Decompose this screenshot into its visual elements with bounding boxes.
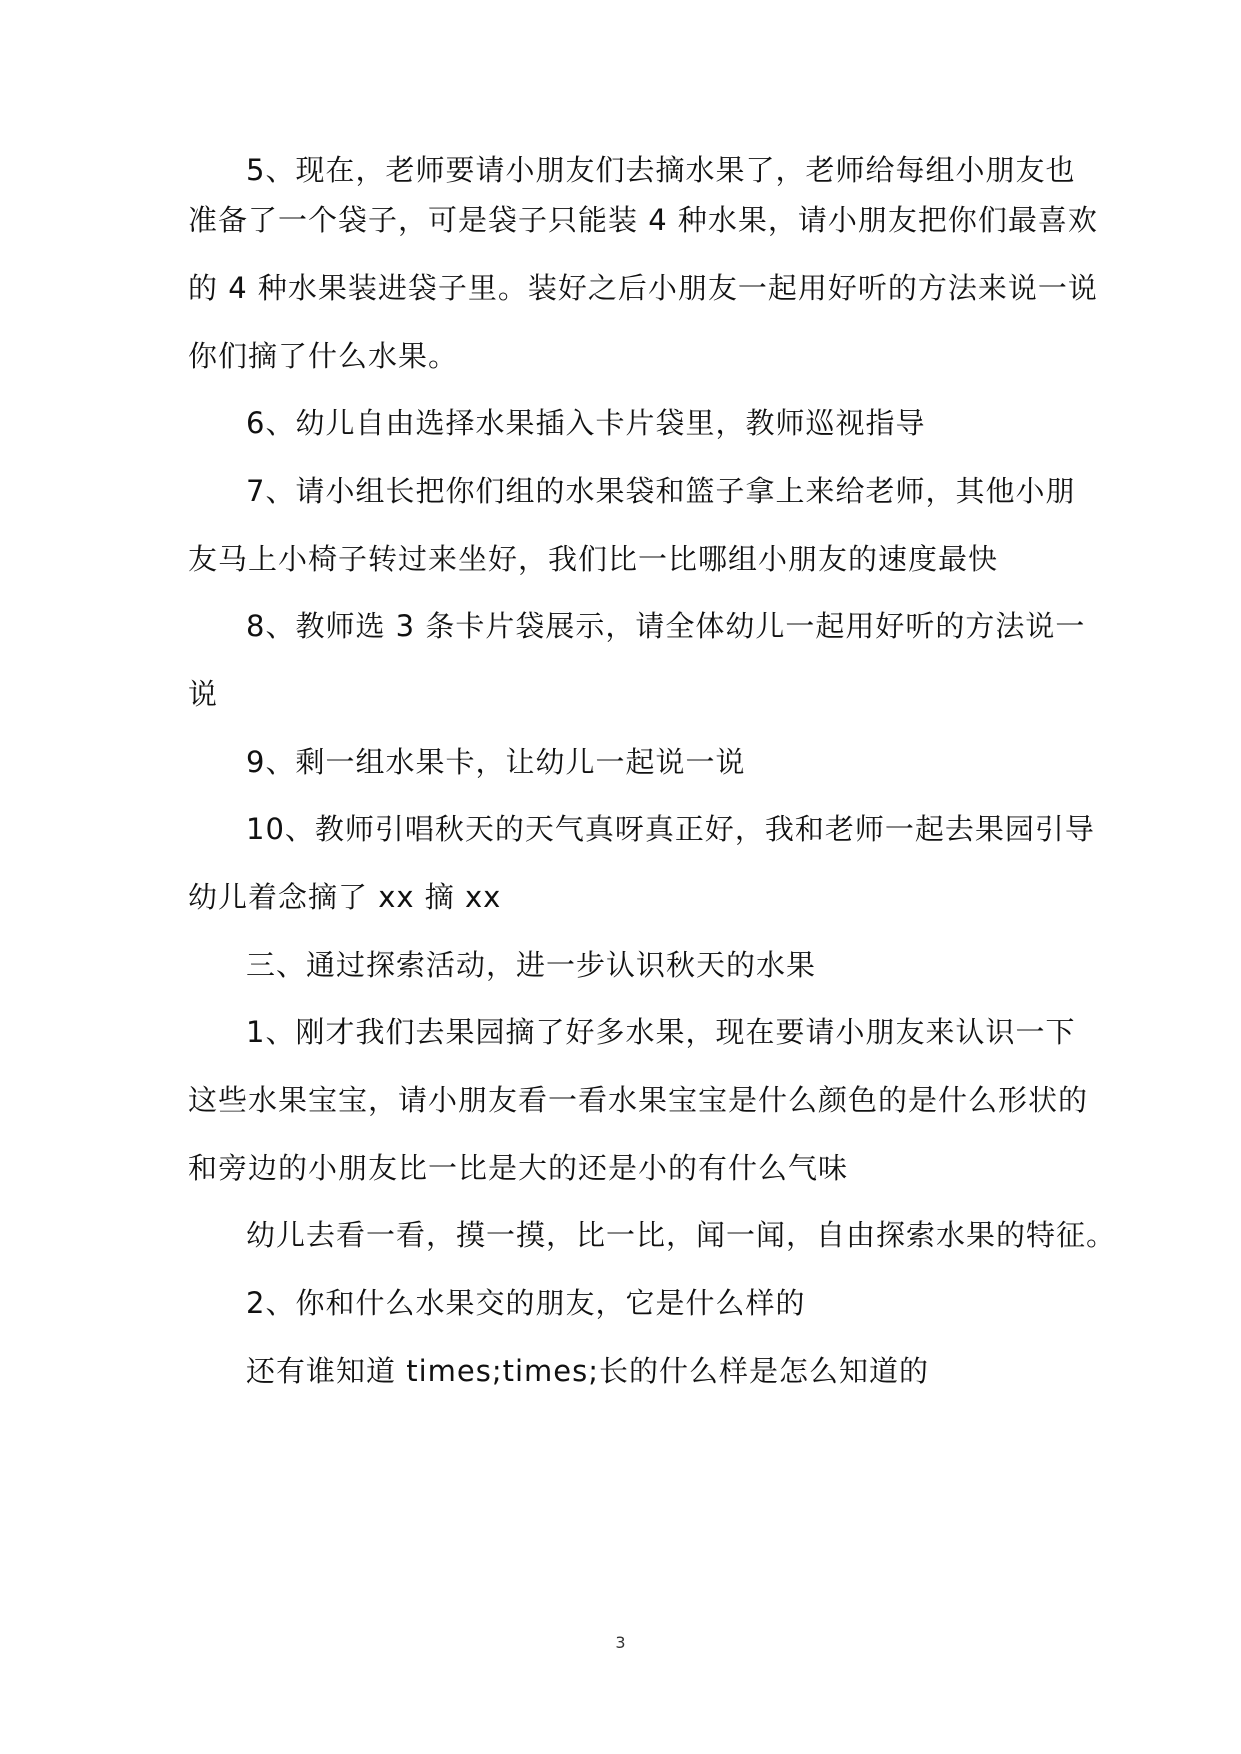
text-line-12: 幼儿着念摘了 xx 摘 xx: [188, 880, 502, 914]
text-line-18: 2、你和什么水果交的朋友，它是什么样的: [246, 1286, 806, 1320]
text-line-16: 和旁边的小朋友比一比是大的还是小的有什么气味: [188, 1151, 849, 1185]
text-line-6: 7、请小组长把你们组的水果袋和篮子拿上来给老师，其他小朋: [246, 474, 1076, 508]
text-line-3: 的 4 种水果装进袋子里。装好之后小朋友一起用好听的方法来说一说: [188, 271, 1098, 305]
page-number: 3: [615, 1633, 626, 1652]
text-line-15: 这些水果宝宝，请小朋友看一看水果宝宝是什么颜色的是什么形状的: [188, 1083, 1089, 1117]
text-line-7: 友马上小椅子转过来坐好，我们比一比哪组小朋友的速度最快: [188, 542, 999, 576]
text-line-14: 1、刚才我们去果园摘了好多水果，现在要请小朋友来认识一下: [246, 1015, 1076, 1049]
text-line-17: 幼儿去看一看，摸一摸，比一比，闻一闻，自由探索水果的特征。: [246, 1218, 1117, 1252]
text-line-1: 5、现在，老师要请小朋友们去摘水果了，老师给每组小朋友也: [246, 153, 1076, 187]
text-line-10: 9、剩一组水果卡，让幼儿一起说一说: [246, 745, 746, 779]
section-heading: 三、通过探索活动，进一步认识秋天的水果: [246, 948, 817, 982]
text-line-9: 说: [188, 677, 219, 711]
text-line-19: 还有谁知道 times;times;长的什么样是怎么知道的: [246, 1354, 930, 1388]
text-line-2: 准备了一个袋子，可是袋子只能装 4 种水果，请小朋友把你们最喜欢: [188, 203, 1098, 237]
text-line-4: 你们摘了什么水果。: [188, 339, 459, 373]
text-line-8: 8、教师选 3 条卡片袋展示，请全体幼儿一起用好听的方法说一: [246, 609, 1086, 643]
text-line-5: 6、幼儿自由选择水果插入卡片袋里，教师巡视指导: [246, 406, 926, 440]
text-line-11: 10、教师引唱秋天的天气真呀真正好，我和老师一起去果园引导: [246, 812, 1095, 846]
